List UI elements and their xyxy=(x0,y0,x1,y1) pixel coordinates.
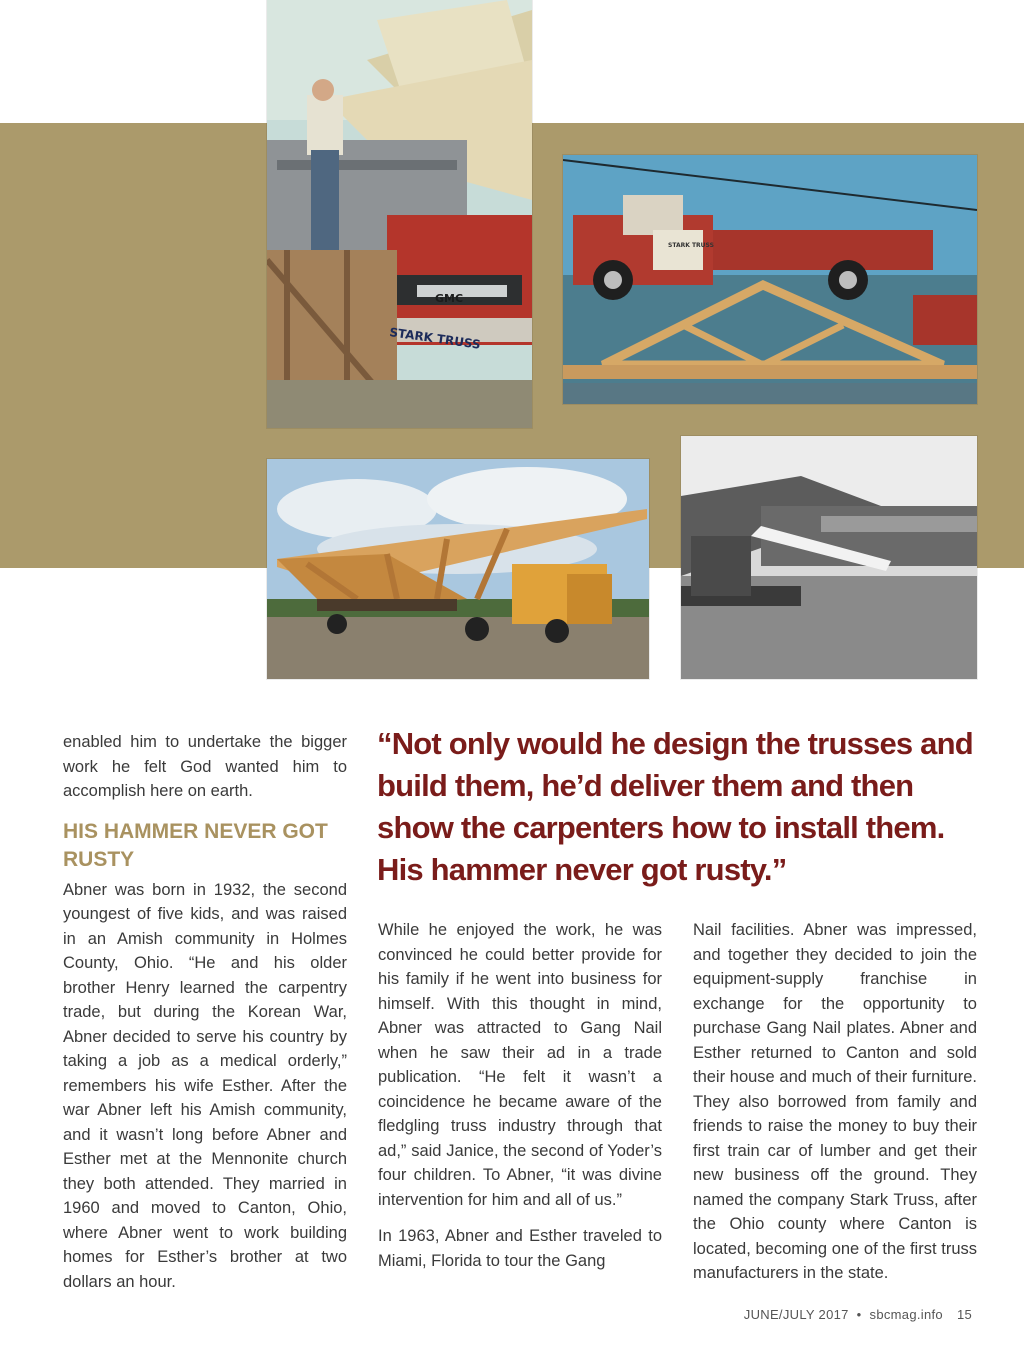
footer-bullet: • xyxy=(856,1307,862,1322)
page-number: 15 xyxy=(956,1307,972,1322)
page-footer xyxy=(740,1307,976,1322)
article-body-paragraph: In 1963, Abner and Esther traveled to Miami, Florida to tour the Gang xyxy=(378,1227,662,1270)
photo-red-truck-on-truss-rack xyxy=(563,155,977,404)
article-column-middle xyxy=(378,918,662,1273)
article-column-right xyxy=(693,918,977,1286)
footer-issue-date: JUNE/JULY 2017 xyxy=(743,1307,849,1322)
footer-website-link[interactable]: sbcmag.info xyxy=(869,1307,943,1322)
article-column-left xyxy=(63,730,347,1294)
photo-orange-truck-hauling-trusses xyxy=(267,459,649,679)
truck-grille-text: GMC xyxy=(435,292,464,305)
truck-sign-text: STARK TRUSS xyxy=(388,325,482,352)
photo-bw-truss-plant-building xyxy=(681,436,977,679)
photo-man-loading-truss-gmc-truck xyxy=(267,0,532,428)
article-body-paragraph: Nail facilities. Abner was impressed, and together they decided to join the equipment-supply franchise in exchange for the opportunity to purchase Gang Nail plates. Abner and Esther returned to Canton and sold their house and much of their furniture. They also borrowed from family and friends to raise the money to buy their first train car of lumber and get their new business off the ground. They named the company Stark Truss, after the Ohio county where Canton is located, becoming one of the first truss manufacturers in the state. xyxy=(693,921,977,1282)
article-body-paragraph: While he enjoyed the work, he was convinced he could better provide for his family if he went into business for himself. With this thought in mind, Abner was attracted to Gang Nail when he saw their ad in a trade publication. “He felt it wasn’t a coincidence he became aware of the fledgling truss industry through that ad,” said Janice, the second of Yoder’s four children. To Abner, “it was divine intervention for him and all of us.” xyxy=(378,921,662,1209)
article-body-paragraph: Abner was born in 1932, the second youngest of five kids, and was raised in an Amish community in Holmes County, Ohio. “He and his older brother Henry learned the carpentry trade, but during the Korean War, Abner decided to serve his country by taking a job as a medical orderly,” remembers his wife Esther. After the war Abner left his Amish community, and it wasn’t long before Abner and Esther met at the Mennonite church they both attended. They married in 1960 and moved to Canton, Ohio, where Abner went to work building homes for Esther’s brother at two dollars an hour. xyxy=(63,880,347,1291)
pull-quote: “Not only would he design the trusses and build them, he’d deliver them and then show the carpenters how to install them. His hammer never got rusty.” xyxy=(377,726,973,887)
article-intro-paragraph: enabled him to undertake the bigger work he felt God wanted him to accomplish here on earth. xyxy=(63,733,347,800)
section-subhead: HIS HAMMER NEVER GOT RUSTY xyxy=(63,819,328,871)
truck-door-text: STARK TRUSS xyxy=(668,242,714,249)
